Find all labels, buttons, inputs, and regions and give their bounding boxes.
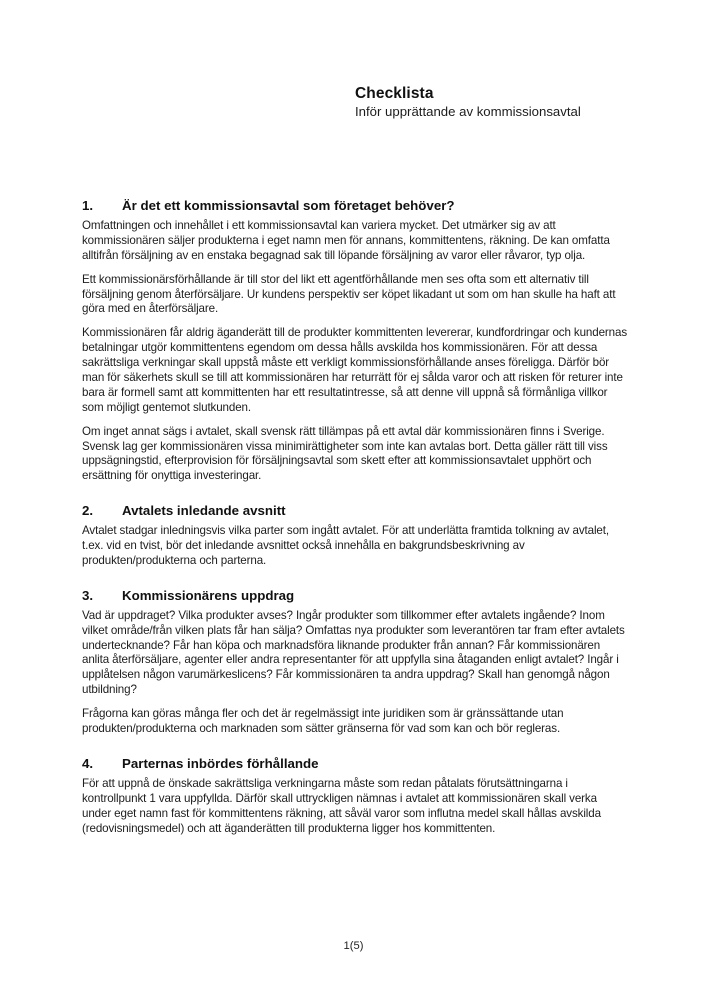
section-2-paragraph-1: Avtalet stadgar inledningsvis vilka parter som ingått avtalet. För att underlätta framtida tolkning av avtalet, t.ex. vid en tvist, bör det inledande avsnittet också innehålla en bakgrundsbeskrivning av produkten/produkterna och parterna. [82,524,609,567]
section-3-number: 3. [82,587,94,603]
section-1-paragraph-3: Kommissionären får aldrig äganderätt till de produkter kommittenten levererar, kundfordringar och kundernas betalningar utgör kommittentens egendom om dessa hålls avskilda hos kommissionären. För att dessa sakrättsliga verkningar skall uppstå måste ett verkligt kommissionsförhållande anses föreligga. Därför bör man för säkerhets skull se till att kommissionären har returrätt för ej sålda varor och att risken för returer inte bara är formell samt att kommittenten har ett resultatintresse, så att denne vill uppnå så förmånliga villkor som möjligt gentemot slutkunden. [82,326,628,414]
section-4-heading [82,756,628,772]
section-2-number: 2. [82,503,94,519]
page-number: 1(5) [343,940,364,952]
section-4 [82,756,628,837]
section-3-heading [82,588,628,604]
section-1-heading [82,198,628,214]
section-4-title: Parternas inbördes förhållande [122,755,319,771]
section-4-number: 4. [82,755,94,771]
section-3-title: Kommissionärens uppdrag [122,587,295,603]
section-2-title: Avtalets inledande avsnitt [122,503,286,519]
section-3-paragraph-1: Vad är uppdraget? Vilka produkter avses? Ingår produkter som tillkommer efter avtalets ingående? Inom vilket område/från vilken plats får han sälja? Omfattas nya produkter som leverantören tar fram efter avtalets undertecknande? Får han köpa och marknadsföra liknande produkter från annan? Får kommissionären anlita återförsäljare, agenter eller andra representanter för att uppfylla sina åtaganden enligt avtalet? Ingår i upplåtelsen någon varumärkeslicens? Får kommissionären ta andra uppdrag? Skall han genomgå någon utbildning? [82,608,625,697]
page-title: Checklista [355,85,434,102]
section-3-paragraph-2: Frågorna kan göras många fler och det är regelmässigt inte juridiken som är gränssättande utan produkten/produkterna och marknaden som sätter gränserna för vad som kan och bör regleras. [82,707,564,736]
section-4-paragraph-1: För att uppnå de önskade sakrättsliga verkningarna måste som redan påtalats förutsättningarna i kontrollpunkt 1 vara uppfyllda. Därför skall uttryckligen nämnas i avtalet att kommissionären skall verka under eget namn fast för kommittentens räkning, att såväl varor som influtna medel skall hållas avskilda (redovisningsmedel) och att äganderätten till produkterna ligger hos kommittenten. [82,776,601,835]
document-title-block [355,84,655,121]
section-1-paragraph-1: Omfattningen och innehållet i ett kommissionsavtal kan variera mycket. Det utmärker sig av att kommissionären säljer produkterna i eget namn men för annans, kommittentens, räkning. De kan omfatta alltifrån försäljning av en enstaka begagnad sak till löpande försäljning av varor eller råvaror, typ olja. [82,218,610,262]
section-2-heading [82,503,628,519]
section-1-number: 1. [82,198,94,213]
section-1-paragraph-2: Ett kommissionärsförhållande är till stor del likt ett agentförhållande men ses ofta som ett alternativ till försäljning genom återförsäljare. Ur kundens perspektiv ser köpet likadant ut som om han skulle ha haft att göra med en återförsäljare. [82,272,616,316]
section-3 [82,588,628,737]
page-footer [0,936,707,954]
section-1-paragraph-4: Om inget annat sägs i avtalet, skall svensk rätt tillämpas på ett avtal där kommissionären finns i Sverige. Svensk lag ger kommissionären vissa minimirättigheter som inte kan avtalas bort. Detta gäller rätt till viss uppsägningstid, efterprovision för försäljningsavtal som skett efter att kommissionsavtalet upphört och ersättning för onyttiga investeringar. [82,424,608,483]
section-1-title: Är det ett kommissionsavtal som företaget behöver? [122,198,455,213]
section-1 [82,198,628,484]
page-subtitle: Inför upprättande av kommissionsavtal [355,104,581,120]
section-2 [82,503,628,569]
document-body [82,198,628,836]
